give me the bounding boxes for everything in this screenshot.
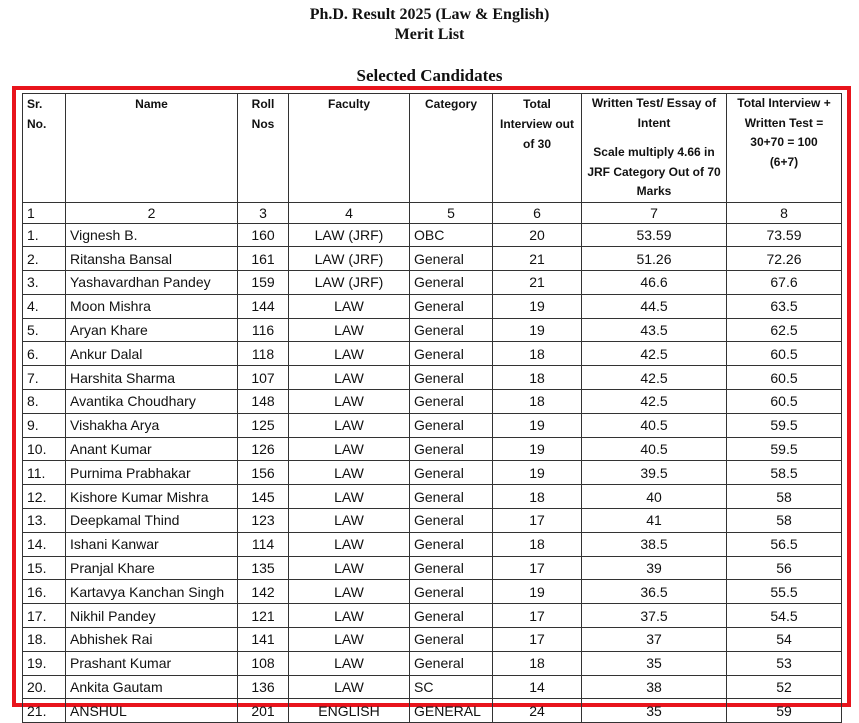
cell-category: General <box>410 318 493 342</box>
table-row <box>23 271 842 295</box>
table-row <box>23 651 842 675</box>
cell-total: 73.59 <box>727 223 842 247</box>
cell-total: 52 <box>727 675 842 699</box>
cell-name: Vishakha Arya <box>66 413 238 437</box>
cell-interview: 17 <box>493 556 582 580</box>
cell-written: 41 <box>582 509 727 533</box>
header-interview: Total Interview out of 30 <box>493 94 582 203</box>
cell-category: General <box>410 342 493 366</box>
cell-faculty: LAW <box>289 485 410 509</box>
cell-roll: 160 <box>238 223 289 247</box>
col-number: 7 <box>582 202 727 223</box>
cell-total: 58 <box>727 485 842 509</box>
cell-written: 42.5 <box>582 366 727 390</box>
cell-interview: 18 <box>493 366 582 390</box>
cell-written: 35 <box>582 651 727 675</box>
col-number: 8 <box>727 202 842 223</box>
cell-category: General <box>410 390 493 414</box>
col-number: 6 <box>493 202 582 223</box>
table-row <box>23 413 842 437</box>
cell-faculty: LAW <box>289 413 410 437</box>
cell-roll: 125 <box>238 413 289 437</box>
table-row <box>23 366 842 390</box>
cell-sr: 8. <box>23 390 66 414</box>
table-row <box>23 675 842 699</box>
cell-sr: 1. <box>23 223 66 247</box>
cell-written: 37 <box>582 628 727 652</box>
table-row <box>23 699 842 723</box>
cell-faculty: LAW <box>289 675 410 699</box>
page-subtitle: Merit List <box>394 26 465 43</box>
cell-sr: 19. <box>23 651 66 675</box>
cell-total: 59.5 <box>727 437 842 461</box>
col-number: 1 <box>23 202 66 223</box>
cell-sr: 11. <box>23 461 66 485</box>
cell-faculty: LAW <box>289 604 410 628</box>
cell-faculty: ENGLISH <box>289 699 410 723</box>
cell-sr: 2. <box>23 247 66 271</box>
cell-category: General <box>410 271 493 295</box>
page-title: Ph.D. Result 2025 (Law & English) <box>309 6 550 23</box>
cell-sr: 3. <box>23 271 66 295</box>
col-number: 4 <box>289 202 410 223</box>
cell-sr: 13. <box>23 509 66 533</box>
cell-roll: 116 <box>238 318 289 342</box>
cell-name: Kishore Kumar Mishra <box>66 485 238 509</box>
table-row <box>23 485 842 509</box>
cell-total: 58 <box>727 509 842 533</box>
cell-category: General <box>410 604 493 628</box>
cell-sr: 16. <box>23 580 66 604</box>
cell-total: 54 <box>727 628 842 652</box>
cell-roll: 161 <box>238 247 289 271</box>
cell-roll: 141 <box>238 628 289 652</box>
cell-name: Ankita Gautam <box>66 675 238 699</box>
cell-written: 38.5 <box>582 532 727 556</box>
cell-roll: 142 <box>238 580 289 604</box>
cell-written: 53.59 <box>582 223 727 247</box>
header-total <box>727 94 842 203</box>
cell-faculty: LAW <box>289 651 410 675</box>
cell-roll: 118 <box>238 342 289 366</box>
cell-interview: 19 <box>493 461 582 485</box>
cell-written: 37.5 <box>582 604 727 628</box>
table-row <box>23 294 842 318</box>
table-row <box>23 509 842 533</box>
cell-interview: 17 <box>493 628 582 652</box>
table-row <box>23 318 842 342</box>
cell-category: General <box>410 413 493 437</box>
cell-name: Yashavardhan Pandey <box>66 271 238 295</box>
cell-written: 39.5 <box>582 461 727 485</box>
cell-category: General <box>410 651 493 675</box>
cell-roll: 148 <box>238 390 289 414</box>
cell-name: Nikhil Pandey <box>66 604 238 628</box>
cell-total: 54.5 <box>727 604 842 628</box>
cell-faculty: LAW <box>289 556 410 580</box>
cell-sr: 21. <box>23 699 66 723</box>
header-written <box>582 94 727 203</box>
cell-written: 40 <box>582 485 727 509</box>
cell-category: General <box>410 556 493 580</box>
cell-category: General <box>410 509 493 533</box>
cell-total: 60.5 <box>727 366 842 390</box>
cell-total: 59 <box>727 699 842 723</box>
cell-sr: 9. <box>23 413 66 437</box>
cell-faculty: LAW <box>289 532 410 556</box>
cell-interview: 19 <box>493 580 582 604</box>
cell-sr: 17. <box>23 604 66 628</box>
cell-interview: 20 <box>493 223 582 247</box>
cell-name: Harshita Sharma <box>66 366 238 390</box>
cell-interview: 19 <box>493 318 582 342</box>
cell-total: 60.5 <box>727 390 842 414</box>
header-name: Name <box>66 94 238 203</box>
cell-written: 46.6 <box>582 271 727 295</box>
cell-sr: 10. <box>23 437 66 461</box>
cell-category: General <box>410 247 493 271</box>
cell-name: Ritansha Bansal <box>66 247 238 271</box>
cell-category: SC <box>410 675 493 699</box>
cell-roll: 201 <box>238 699 289 723</box>
cell-interview: 21 <box>493 247 582 271</box>
cell-faculty: LAW <box>289 390 410 414</box>
cell-total: 62.5 <box>727 318 842 342</box>
cell-written: 40.5 <box>582 437 727 461</box>
cell-sr: 6. <box>23 342 66 366</box>
cell-faculty: LAW (JRF) <box>289 223 410 247</box>
column-number-row <box>23 202 842 223</box>
cell-name: Aryan Khare <box>66 318 238 342</box>
cell-written: 42.5 <box>582 342 727 366</box>
cell-interview: 18 <box>493 485 582 509</box>
cell-name: ANSHUL <box>66 699 238 723</box>
cell-sr: 18. <box>23 628 66 652</box>
table-row <box>23 247 842 271</box>
cell-roll: 121 <box>238 604 289 628</box>
cell-interview: 18 <box>493 532 582 556</box>
header-sr: Sr. No. <box>23 94 66 203</box>
cell-roll: 159 <box>238 271 289 295</box>
cell-name: Anant Kumar <box>66 437 238 461</box>
cell-faculty: LAW <box>289 461 410 485</box>
table-row <box>23 532 842 556</box>
header-written-line1: Written Test/ Essay of Intent <box>591 96 717 130</box>
cell-total: 56.5 <box>727 532 842 556</box>
cell-written: 51.26 <box>582 247 727 271</box>
cell-name: Moon Mishra <box>66 294 238 318</box>
cell-interview: 19 <box>493 294 582 318</box>
cell-written: 43.5 <box>582 318 727 342</box>
cell-interview: 18 <box>493 651 582 675</box>
cell-sr: 15. <box>23 556 66 580</box>
cell-category: General <box>410 532 493 556</box>
table-row <box>23 437 842 461</box>
table-row <box>23 461 842 485</box>
cell-written: 40.5 <box>582 413 727 437</box>
cell-category: General <box>410 628 493 652</box>
cell-interview: 18 <box>493 342 582 366</box>
cell-name: Pranjal Khare <box>66 556 238 580</box>
header-written-line2: Scale multiply 4.66 in JRF Category Out of 70 Marks <box>587 145 721 198</box>
header-roll: Roll Nos <box>238 94 289 203</box>
cell-category: GENERAL <box>410 699 493 723</box>
cell-total: 72.26 <box>727 247 842 271</box>
header-row <box>23 94 842 203</box>
cell-name: Kartavya Kanchan Singh <box>66 580 238 604</box>
cell-total: 59.5 <box>727 413 842 437</box>
cell-faculty: LAW (JRF) <box>289 247 410 271</box>
table-row <box>23 628 842 652</box>
cell-roll: 107 <box>238 366 289 390</box>
cell-interview: 18 <box>493 390 582 414</box>
cell-roll: 126 <box>238 437 289 461</box>
cell-interview: 17 <box>493 509 582 533</box>
cell-roll: 135 <box>238 556 289 580</box>
cell-name: Deepkamal Thind <box>66 509 238 533</box>
cell-total: 58.5 <box>727 461 842 485</box>
col-number: 3 <box>238 202 289 223</box>
cell-total: 60.5 <box>727 342 842 366</box>
cell-written: 39 <box>582 556 727 580</box>
cell-written: 42.5 <box>582 390 727 414</box>
cell-interview: 19 <box>493 437 582 461</box>
cell-total: 63.5 <box>727 294 842 318</box>
cell-category: General <box>410 485 493 509</box>
cell-faculty: LAW <box>289 294 410 318</box>
table-row <box>23 580 842 604</box>
cell-written: 36.5 <box>582 580 727 604</box>
cell-roll: 108 <box>238 651 289 675</box>
merit-table <box>22 93 842 723</box>
cell-faculty: LAW <box>289 509 410 533</box>
cell-faculty: LAW <box>289 366 410 390</box>
cell-sr: 5. <box>23 318 66 342</box>
cell-name: Purnima Prabhakar <box>66 461 238 485</box>
header-faculty: Faculty <box>289 94 410 203</box>
highlight-frame <box>12 86 851 719</box>
cell-total: 53 <box>727 651 842 675</box>
cell-category: General <box>410 461 493 485</box>
cell-sr: 7. <box>23 366 66 390</box>
cell-faculty: LAW <box>289 580 410 604</box>
cell-sr: 12. <box>23 485 66 509</box>
cell-interview: 21 <box>493 271 582 295</box>
cell-name: Avantika Choudhary <box>66 390 238 414</box>
col-number: 5 <box>410 202 493 223</box>
cell-faculty: LAW <box>289 318 410 342</box>
cell-name: Ankur Dalal <box>66 342 238 366</box>
cell-name: Vignesh B. <box>66 223 238 247</box>
cell-name: Prashant Kumar <box>66 651 238 675</box>
cell-roll: 145 <box>238 485 289 509</box>
cell-total: 56 <box>727 556 842 580</box>
cell-name: Ishani Kanwar <box>66 532 238 556</box>
cell-category: General <box>410 580 493 604</box>
cell-total: 67.6 <box>727 271 842 295</box>
table-row <box>23 342 842 366</box>
cell-roll: 144 <box>238 294 289 318</box>
header-total-line2: (6+7) <box>769 154 799 169</box>
table-row <box>23 390 842 414</box>
col-number: 2 <box>66 202 238 223</box>
cell-category: OBC <box>410 223 493 247</box>
header-category: Category <box>410 94 493 203</box>
cell-roll: 114 <box>238 532 289 556</box>
cell-total: 55.5 <box>727 580 842 604</box>
cell-faculty: LAW <box>289 437 410 461</box>
cell-interview: 14 <box>493 675 582 699</box>
cell-category: General <box>410 366 493 390</box>
cell-written: 35 <box>582 699 727 723</box>
cell-interview: 19 <box>493 413 582 437</box>
header-total-line1: Total Interview + Written Test = 30+70 = 100 <box>737 96 831 149</box>
cell-roll: 123 <box>238 509 289 533</box>
section-title: Selected Candidates <box>356 66 503 85</box>
cell-category: General <box>410 437 493 461</box>
table-row <box>23 223 842 247</box>
cell-roll: 156 <box>238 461 289 485</box>
cell-sr: 14. <box>23 532 66 556</box>
table-row <box>23 604 842 628</box>
cell-name: Abhishek Rai <box>66 628 238 652</box>
cell-sr: 4. <box>23 294 66 318</box>
cell-category: General <box>410 294 493 318</box>
table-row <box>23 556 842 580</box>
cell-faculty: LAW (JRF) <box>289 271 410 295</box>
cell-sr: 20. <box>23 675 66 699</box>
cell-roll: 136 <box>238 675 289 699</box>
cell-interview: 24 <box>493 699 582 723</box>
cell-interview: 17 <box>493 604 582 628</box>
cell-faculty: LAW <box>289 628 410 652</box>
cell-written: 38 <box>582 675 727 699</box>
cell-written: 44.5 <box>582 294 727 318</box>
cell-faculty: LAW <box>289 342 410 366</box>
